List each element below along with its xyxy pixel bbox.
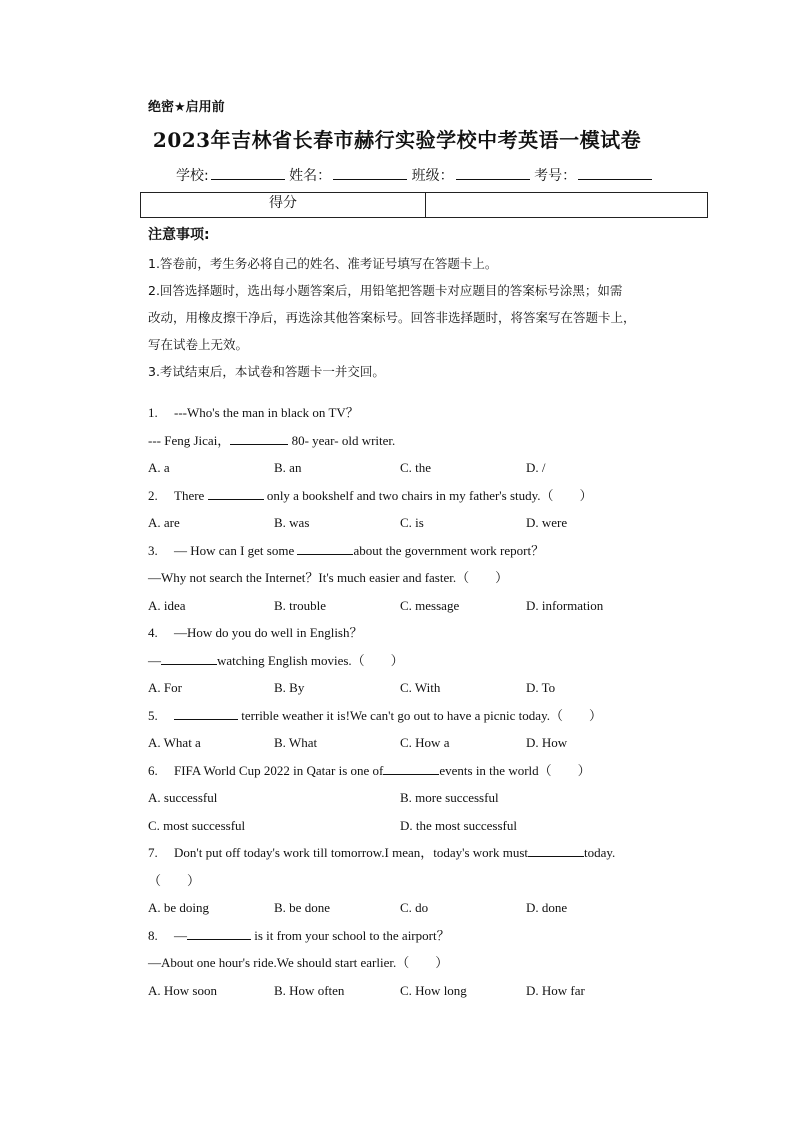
student-info-row [176,165,652,185]
answer-blank[interactable] [208,487,264,500]
option-b[interactable]: B. more successful [400,790,499,805]
question-3-line2: —Why not search the Internet？It's much easier and faster.（ ） [148,570,509,585]
question-text: ---Who's the man in black on TV？ [174,405,359,420]
question-text: today. [584,845,616,860]
option-d[interactable]: D. / [526,460,546,475]
option-a[interactable]: A. be doing [148,900,210,915]
name-blank[interactable] [333,167,407,180]
question-number: 3. [148,542,158,558]
question-3-stem [148,541,668,569]
question-number: 5. [148,707,158,723]
question-text: 80- year- old writer. [291,432,396,448]
option-a[interactable]: A. What a [148,735,201,750]
option-b[interactable]: B. What [274,735,318,750]
question-text: terrible weather it is!We can't go out to have a picnic today.（ ） [241,707,602,723]
note-line: 改动，用橡皮擦干净后，再选涂其他答案标号。回答非选择题时，将答案写在答题卡上， [148,310,636,325]
option-d[interactable]: D. were [526,515,568,530]
question-4-options [148,678,668,706]
option-a[interactable]: A. are [148,515,180,530]
exam-number-blank[interactable] [578,167,652,180]
option-c[interactable]: C. How a [400,735,450,750]
option-d[interactable]: D. done [526,900,568,915]
option-b[interactable]: B. an [274,460,302,475]
option-b[interactable]: B. By [274,680,305,695]
option-c[interactable]: C. With [400,680,441,695]
question-text: Don't put off today's work till tomorrow.I mean，today's work must [174,845,529,860]
question-text: --- Feng Jicai， [148,432,231,448]
option-c[interactable]: C. do [400,900,429,915]
note-line: 1.答卷前，考生务必将自己的姓名、准考证号填写在答题卡上。 [148,256,498,271]
question-3-options [148,596,668,624]
score-table [140,192,708,218]
question-number: 4. [148,625,158,640]
question-number: 7. [148,845,158,860]
option-d[interactable]: D. How [526,735,568,750]
question-1-line2 [148,431,668,459]
option-b[interactable]: B. How often [274,982,345,998]
question-8-line2: —About one hour's ride.We should start earlier.（ ） [148,955,449,970]
question-7-options [148,898,668,926]
option-c[interactable]: C. message [400,597,460,613]
option-c[interactable]: C. most successful [148,817,246,833]
score-value-cell[interactable] [426,193,707,217]
question-8-options [148,981,668,1009]
option-a[interactable]: A. For [148,680,182,695]
question-6-options-row1 [148,788,668,816]
option-c[interactable]: C. the [400,460,432,475]
name-label: 姓名： [289,168,332,184]
school-blank[interactable] [211,167,285,180]
answer-blank[interactable] [174,707,238,720]
option-c[interactable]: C. How long [400,982,467,998]
question-1-options [148,458,668,486]
answer-blank[interactable] [528,844,584,857]
question-text: — How can I get some [174,542,295,558]
note-line: 2.回答选择题时，选出每小题答案后，用铅笔把答题卡对应题目的答案标号涂黑；如需 [148,283,623,298]
question-text: is it from your school to the airport？ [254,927,450,943]
exam-number-label: 考号： [534,168,577,184]
answer-blank[interactable] [230,432,288,445]
questions-section [148,403,668,1008]
question-text: events in the world（ ） [439,762,591,778]
school-label: 学校: [176,168,209,184]
option-a[interactable]: A. successful [148,790,218,805]
option-a[interactable]: A. a [148,460,170,475]
option-a[interactable]: A. How soon [148,982,217,998]
question-text: FIFA World Cup 2022 in Qatar is one of [174,762,384,778]
question-text: — [148,652,161,668]
question-number: 2. [148,487,158,503]
option-d[interactable]: D. To [526,680,556,695]
option-d[interactable]: D. the most successful [400,817,517,833]
question-text: — [174,927,187,943]
option-d[interactable]: D. How far [526,982,585,998]
note-line: 3.考试结束后，本试卷和答题卡一并交回。 [148,364,385,379]
option-b[interactable]: B. trouble [274,597,326,613]
option-b[interactable]: B. was [274,515,310,530]
option-a[interactable]: A. idea [148,597,186,613]
option-c[interactable]: C. is [400,515,424,530]
option-b[interactable]: B. be done [274,900,330,915]
class-label: 班级： [411,168,454,184]
answer-blank[interactable] [383,762,439,775]
secret-mark: 绝密★启用前 [148,100,225,115]
question-6-options-row2 [148,816,668,844]
question-text: watching English movies.（ ） [217,652,404,668]
question-number: 1. [148,405,158,420]
question-5-options [148,733,668,761]
question-4-stem [148,623,668,651]
question-text: only a bookshelf and two chairs in my father's study.（ ） [266,487,593,503]
question-1-stem [148,403,668,431]
notes-heading: 注意事项: [148,227,210,243]
question-text: —How do you do well in English？ [174,625,363,640]
score-label: 得分 [141,193,426,217]
question-4-line2 [148,651,668,679]
question-number: 6. [148,762,158,778]
question-8-stem [148,926,668,954]
question-text: about the government work report？ [353,542,545,558]
question-2-stem [148,486,668,514]
question-7-line2: （ ） [148,872,201,888]
answer-blank[interactable] [161,652,217,665]
class-blank[interactable] [456,167,530,180]
question-5-stem [148,706,668,734]
question-text: There [174,487,205,503]
option-d[interactable]: D. information [526,597,604,613]
notes-list [148,250,688,385]
page-title: 2023年吉林省长春市赫行实验学校中考英语一模试卷 [152,128,642,152]
question-7-stem [148,843,668,871]
question-6-stem [148,761,668,789]
answer-blank[interactable] [187,927,251,940]
note-line: 写在试卷上无效。 [148,337,249,352]
question-2-options [148,513,668,541]
question-number: 8. [148,927,158,943]
answer-blank[interactable] [297,542,353,555]
